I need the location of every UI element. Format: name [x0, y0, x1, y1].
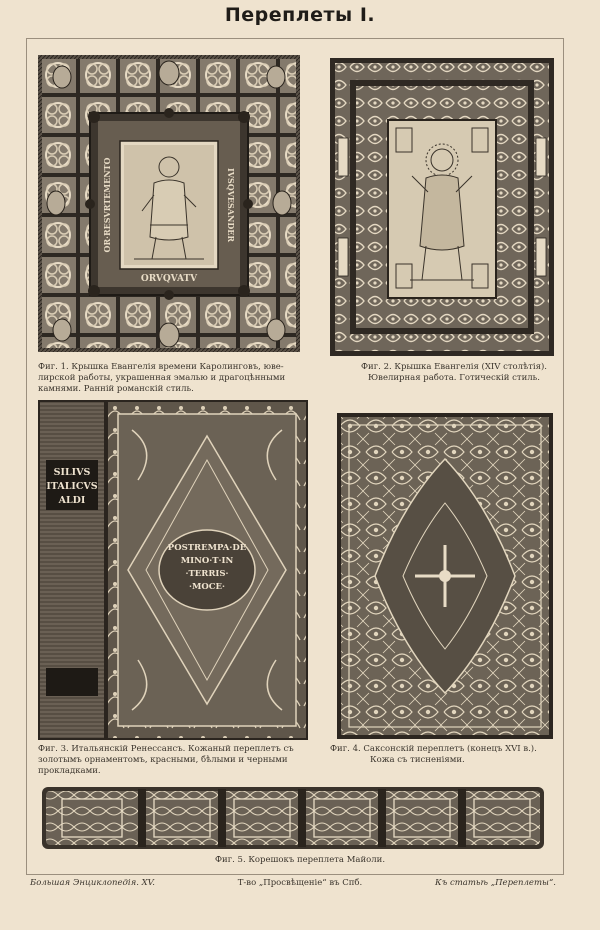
- fig3-center-line-4: ·MOCE·: [189, 582, 225, 592]
- fig1-left-inscription: OR·RESVRTEMENTO: [102, 157, 112, 253]
- figure-3-caption-line: золотымъ орнаментомъ, красными, бѣлыми и черными: [38, 755, 288, 765]
- fig3-spine-line-3: ALDI: [58, 495, 86, 506]
- fig3-center-line-2: MINO·T·IN: [180, 556, 234, 566]
- fig3-spine-line-2: ITALICVS: [46, 481, 98, 492]
- footer-publisher: Т-во „Просвѣщеніе“ въ Спб.: [237, 878, 363, 888]
- footer-article-reference: Къ статьѣ „Переплеты“.: [435, 878, 556, 888]
- figure-3-caption: [38, 744, 310, 777]
- figure-4-saxon-binding: [337, 413, 553, 739]
- figure-5-caption-line: Фиг. 5. Корешокъ переплета Майоли.: [214, 855, 386, 865]
- figure-2-caption-line: Ювелирная работа. Готическій стиль.: [368, 373, 540, 383]
- figure-3-renaissance-binding: [38, 400, 308, 740]
- figure-2-caption-line: Фиг. 2. Крышка Евангелія (XIV столѣтія).: [360, 362, 548, 372]
- fig3-spine-line-1: SILIVS: [53, 467, 91, 478]
- page-title: Переплеты I.: [224, 4, 376, 26]
- fig1-bottom-inscription: ORVQVATV: [140, 274, 198, 284]
- figure-1-caption-line: лирской работы, украшенная эмалью и драгоцѣнными: [38, 373, 286, 383]
- fig3-center-line-3: ·TERRIS·: [185, 569, 229, 579]
- figure-2-gothic-cover: [330, 58, 554, 356]
- figure-2-caption: [346, 362, 562, 384]
- figure-3-caption-line: прокладками.: [38, 766, 101, 776]
- figure-3-caption-line: Фиг. 3. Итальянскій Ренессансъ. Кожаный переплетъ съ: [38, 744, 294, 754]
- figure-5-caption: [0, 855, 600, 866]
- figure-1-caption-line: Фиг. 1. Крышка Евангелія времени Каролинговъ, юве-: [38, 362, 284, 372]
- fig1-right-inscription: IVSQVESANDER: [226, 168, 236, 242]
- figure-4-caption: [330, 744, 562, 766]
- footer-encyclopedia-volume: Большая Энциклопедія. XV.: [30, 878, 156, 888]
- figure-1-caption-line: камнями. Раннiй романскiй стиль.: [38, 384, 194, 394]
- fig3-center-line-1: POSTREMPA·DE: [167, 543, 247, 553]
- figure-1-caption: [38, 362, 310, 395]
- figure-4-caption-line: Фиг. 4. Саксонскій переплетъ (конецъ XVI в.).: [330, 744, 537, 754]
- figure-4-caption-line: Кожа съ тисненіями.: [370, 755, 465, 765]
- figure-5-maioli-spine: [42, 787, 544, 849]
- figure-1-carolingian-cover: [38, 55, 300, 352]
